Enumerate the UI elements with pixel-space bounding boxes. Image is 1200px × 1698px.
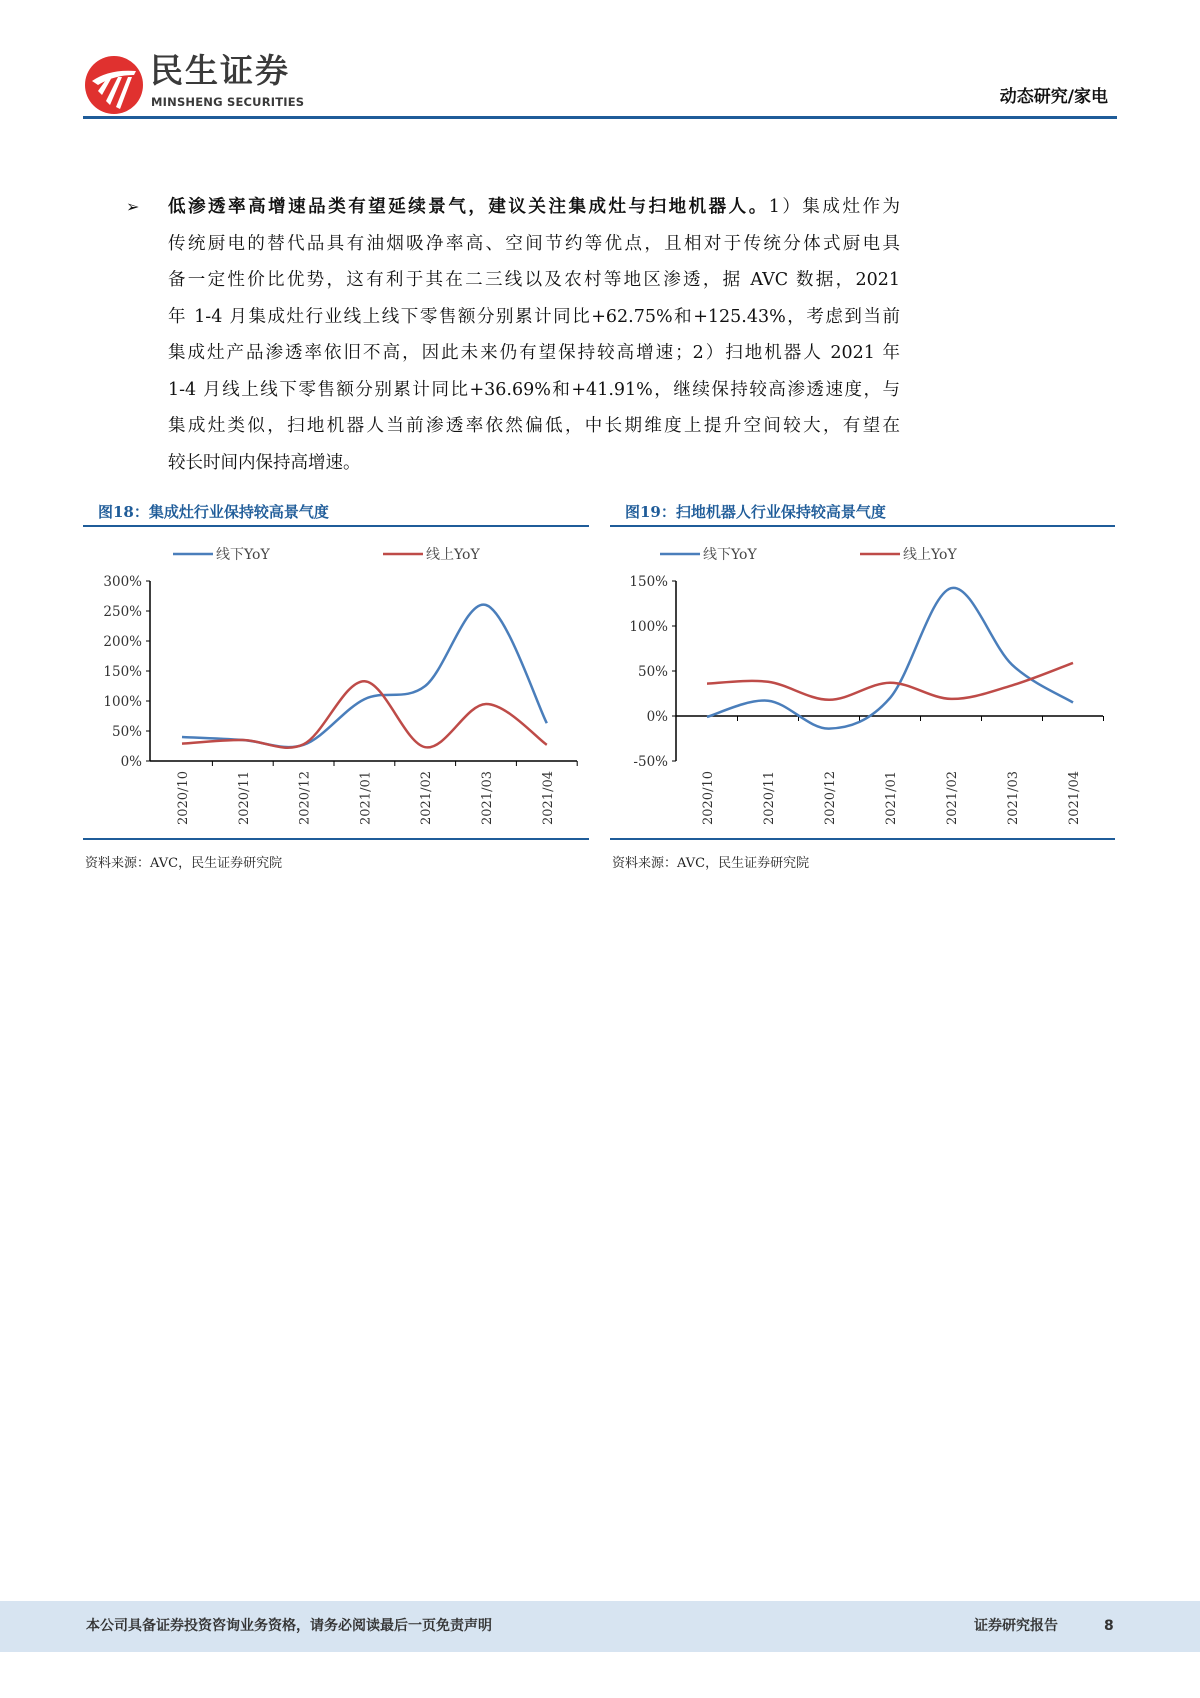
y-tick-label: 300% [103,574,142,590]
x-tick-label: 2021/01 [358,771,374,826]
y-tick-label: 0% [120,754,142,770]
y-tick-label: 150% [103,664,142,680]
legend-label-online: 线上YoY [426,547,480,563]
y-tick-label: 250% [103,604,142,620]
page-number: 8 [1104,1618,1114,1634]
footer-doc-type: 证券研究报告 [974,1618,1058,1634]
x-tick-label: 2021/03 [480,771,495,826]
y-tick-label: 0% [646,709,668,725]
series-line-offline [707,588,1073,729]
x-tick-label: 2021/02 [945,771,960,826]
header-rule [83,116,1117,119]
logo-english-name: MINSHENG SECURITIES [151,95,305,109]
series-line-online [182,681,547,748]
y-tick-label: 150% [629,574,668,590]
report-section: 动态研究/家电 [999,87,1108,107]
y-tick-label: -50% [633,754,668,770]
y-tick-label: 100% [629,619,668,635]
figure-18-bottom-rule [83,838,589,840]
paragraph-line: 1-4 月线上线下零售额分别累计同比+36.69%和+41.91%，继续保持较高渗透速度，与 [168,380,900,400]
x-tick-label: 2020/11 [236,771,252,826]
footer-disclaimer: 本公司具备证券投资咨询业务资格，请务必阅读最后一页免责声明 [86,1618,492,1634]
figure-18-title: 图18：集成灶行业保持较高景气度 [98,503,329,521]
paragraph-lead: 低渗透率高增速品类有望延续景气，建议关注集成灶与扫地机器人。 [168,197,769,217]
minsheng-logo-icon [84,55,144,115]
paragraph-line: 集成灶类似，扫地机器人当前渗透率依然偏低，中长期维度上提升空间较大，有望在 [168,416,900,436]
figure-19-source: 资料来源：AVC，民生证券研究院 [612,856,810,871]
x-tick-label: 2021/04 [1067,771,1082,826]
y-tick-label: 100% [103,694,142,710]
x-tick-label: 2021/04 [540,771,556,826]
figure-18-chart [83,527,589,837]
x-tick-label: 2020/10 [701,771,716,826]
x-tick-label: 2020/12 [823,771,838,826]
x-tick-label: 2020/12 [297,771,313,826]
paragraph-line: 集成灶产品渗透率依旧不高，因此未来仍有望保持较高增速；2）扫地机器人 2021 年 [168,343,900,363]
paragraph-line [168,196,900,218]
series-line-offline [182,605,547,747]
y-tick-label: 50% [111,724,142,740]
legend-label-online: 线上YoY [903,547,957,563]
paragraph-line: 备一定性价比优势，这有利于其在二三线以及农村等地区渗透，据 AVC 数据，2021 [168,270,900,290]
y-tick-label: 50% [637,664,668,680]
x-tick-label: 2020/10 [176,771,191,826]
figure-18-source: 资料来源：AVC，民生证券研究院 [85,856,283,871]
figure-19-bottom-rule [610,838,1115,840]
paragraph-line-text: 1）集成灶作为 [768,197,900,217]
x-tick-label: 2021/03 [1006,771,1021,826]
bullet-icon: ➢ [126,197,140,216]
x-tick-label: 2021/02 [419,771,435,826]
x-tick-label: 2020/11 [762,771,777,826]
figure-19-title: 图19：扫地机器人行业保持较高景气度 [625,503,886,521]
y-tick-label: 200% [103,634,142,650]
paragraph-line: 年 1-4 月集成灶行业线上线下零售额分别累计同比+62.75%和+125.43%，考虑到当前 [168,307,900,327]
paragraph-line: 较长时间内保持高增速。 [168,453,361,473]
paragraph-line: 传统厨电的替代品具有油烟吸净率高、空间节约等优点，且相对于传统分体式厨电具 [168,234,900,254]
figure-19-chart [610,527,1115,837]
legend-label-offline: 线下YoY [703,547,757,563]
logo-chinese-name: 民生证券 [150,51,290,90]
legend-label-offline: 线下YoY [216,547,270,563]
x-tick-label: 2021/01 [884,771,899,826]
